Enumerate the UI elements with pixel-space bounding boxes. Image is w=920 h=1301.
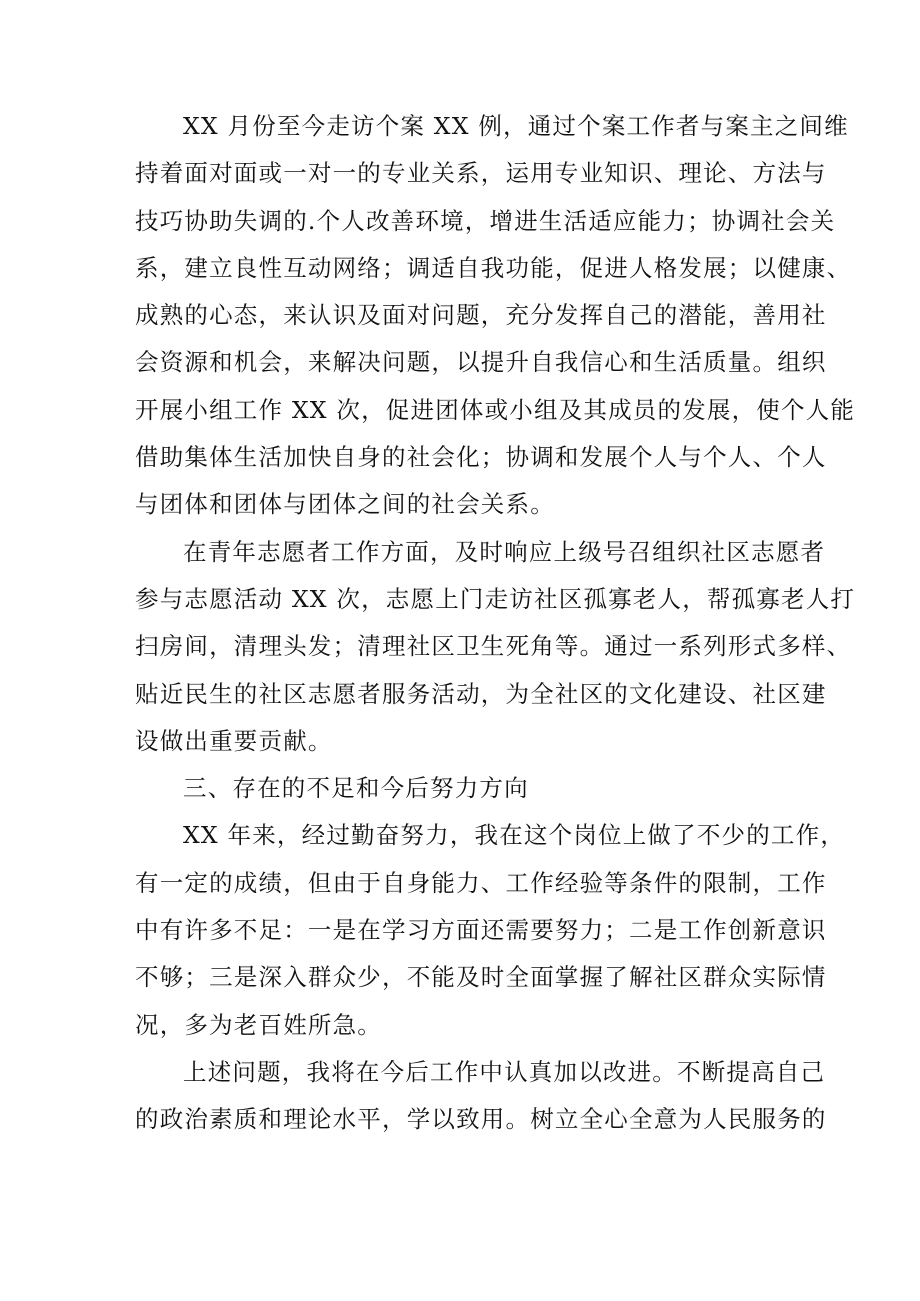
paragraph-casework bbox=[135, 103, 856, 529]
text-line: XX 年来，经过勤奋努力，我在这个岗位上做了不少的工作， bbox=[183, 821, 846, 850]
text-line: 会资源和机会，来解决问题，以提升自我信心和生活质量。组织 bbox=[135, 348, 827, 377]
paragraph-shortcomings bbox=[135, 812, 846, 1048]
paragraph-volunteer bbox=[135, 529, 856, 765]
text-line: 的政治素质和理论水平，学以致用。树立全心全意为人民服务的 bbox=[135, 1105, 827, 1134]
text-line: 系，建立良性互动网络；调适自我功能，促进人格发展；以健康、 bbox=[135, 253, 852, 282]
text-line: 况，多为老百姓所急。 bbox=[135, 1010, 382, 1039]
text-line: 中有许多不足：一是在学习方面还需要努力；二是工作创新意识 bbox=[135, 916, 827, 945]
text-line: 扫房间，清理头发；清理社区卫生死角等。通过一系列形式多样、 bbox=[135, 632, 852, 661]
section-heading bbox=[135, 765, 790, 812]
text-line: 参与志愿活动 XX 次，志愿上门走访社区孤寡老人，帮孤寡老人打 bbox=[135, 584, 856, 613]
text-line: 设做出重要贡献。 bbox=[135, 726, 333, 755]
text-line: 在青年志愿者工作方面，及时响应上级号召组织社区志愿者 bbox=[183, 537, 826, 566]
paragraph-improvement bbox=[135, 1049, 827, 1144]
text-line: 借助集体生活加快自身的社会化；协调和发展个人与个人、个人 bbox=[135, 443, 827, 472]
text-line: 技巧协助失调的.个人改善环境，增进生活适应能力；协调社会关 bbox=[135, 206, 836, 235]
text-line: 不够；三是深入群众少，不能及时全面掌握了解社区群众实际情 bbox=[135, 963, 827, 992]
text-line: 贴近民生的社区志愿者服务活动，为全社区的文化建设、社区建 bbox=[135, 679, 827, 708]
text-line: 持着面对面或一对一的专业关系，运用专业知识、理论、方法与 bbox=[135, 159, 827, 188]
text-line: 开展小组工作 XX 次，促进团体或小组及其成员的发展，使个人能 bbox=[135, 395, 856, 424]
document-body bbox=[135, 103, 856, 1144]
text-line: 上述问题，我将在今后工作中认真加以改进。不断提高自己 bbox=[183, 1057, 826, 1086]
text-line: 成熟的心态，来认识及面对问题，充分发挥自己的潜能，善用社 bbox=[135, 301, 827, 330]
text-line: XX 月份至今走访个案 XX 例，通过个案工作者与案主之间维 bbox=[183, 112, 849, 140]
text-line: 有一定的成绩，但由于自身能力、工作经验等条件的限制，工作 bbox=[135, 868, 827, 897]
text-line: 与团体和团体与团体之间的社会关系。 bbox=[135, 490, 555, 519]
heading-line: 三、存在的不足和今后努力方向 bbox=[183, 774, 529, 803]
